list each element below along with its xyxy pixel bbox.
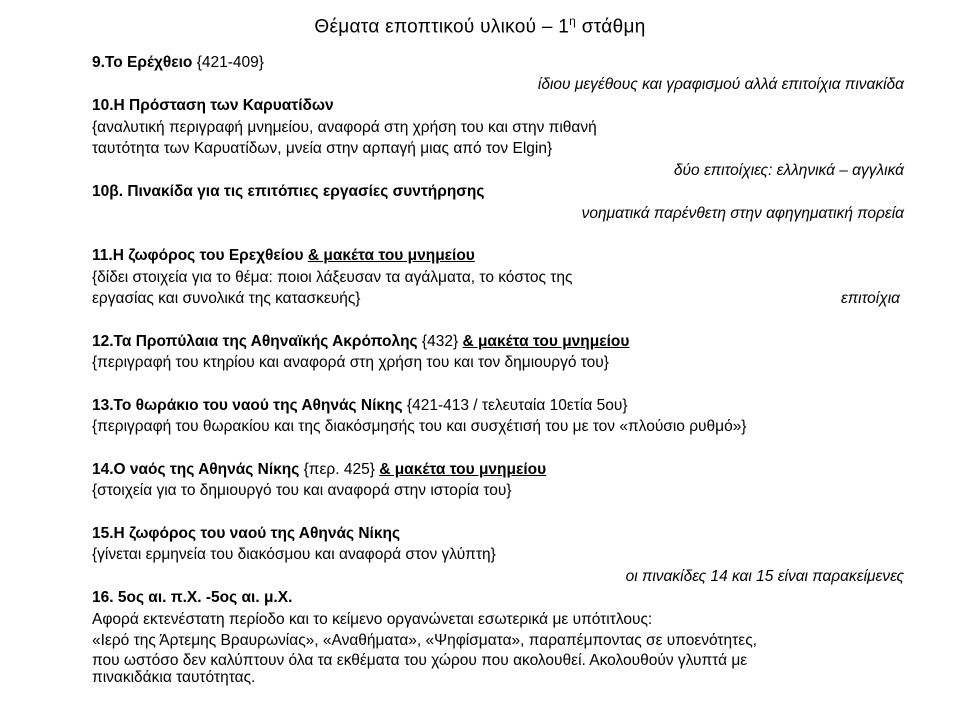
item-9-note: ίδιου μεγέθους και γραφισμού αλλά επιτοίχια πινακίδα bbox=[537, 75, 904, 93]
item-13-desc-line-1: {περιγραφή του θωρακίου και της διακόσμησής του και συσχέτισή του με τον «πλούσιο ρυθμό»} bbox=[92, 418, 747, 435]
spacer bbox=[92, 224, 908, 245]
item-16-desc-line-4: πινακιδάκια ταυτότητας. bbox=[92, 668, 256, 686]
item-12-model-note: & μακέτα του μνημείου bbox=[462, 332, 630, 350]
item-14-model-note: & μακέτα του μνημείου bbox=[379, 460, 547, 478]
item-13-dates: {421-413 / τελευταία 10ετία 5ου} bbox=[406, 396, 628, 414]
item-16-desc-line-2: «Ιερό της Άρτεμης Βραυρωνίας», «Αναθήματα», «Ψηφίσματα», παραπέμποντας σε υποενότητες, bbox=[92, 632, 757, 649]
item-11-desc-line-2: εργασίας και συνολικά της κατασκευής} bbox=[92, 290, 361, 307]
item-15-title: 15.Η ζωφόρος του ναού της Αθηνάς Νίκης bbox=[92, 524, 401, 542]
spacer bbox=[92, 502, 908, 523]
item-13-heading bbox=[92, 395, 908, 417]
item-12-heading bbox=[92, 331, 908, 353]
item-9-heading bbox=[92, 52, 908, 74]
item-10-heading bbox=[92, 95, 908, 117]
item-9-dates: {421-409} bbox=[196, 54, 264, 71]
item-list bbox=[92, 52, 908, 686]
item-10b-heading bbox=[92, 181, 908, 203]
item-10-title: 10.Η Πρόσταση των Καρυατίδων bbox=[92, 97, 334, 114]
item-14-dates: {περ. 425} bbox=[303, 460, 375, 478]
item-15-desc-line-1: {γίνεται ερμηνεία του διακόσμου και αναφορά στον γλύπτη} bbox=[92, 546, 496, 563]
item-12-title: 12.Τα Προπύλαια της Αθηναϊκής Ακρόπολης bbox=[92, 332, 418, 350]
slide-title-suffix: στάθμη bbox=[576, 16, 646, 38]
item-15-note: οι πινακίδες 14 και 15 είναι παρακείμενες bbox=[625, 567, 904, 585]
item-16-heading bbox=[92, 587, 908, 609]
slide-title-superscript: η bbox=[569, 14, 577, 28]
spacer bbox=[92, 374, 908, 395]
item-14-title: 14.Ο ναός της Αθηνάς Νίκης bbox=[92, 460, 300, 478]
item-12-desc-line-1: {περιγραφή του κτηρίου και αναφορά στη χρήση του και τον δημιουργό του} bbox=[92, 354, 609, 371]
item-14-desc-line-1: {στοιχεία για το δημιουργό του και αναφορά στην ιστορία του} bbox=[92, 482, 512, 499]
item-10-note: δύο επιτοίχιες: ελληνικά – αγγλικά bbox=[673, 161, 904, 179]
item-11-desc-line-1: {δίδει στοιχεία για το θέμα: ποιοι λάξευσαν τα αγάλματα, το κόστος της bbox=[92, 268, 573, 286]
item-11-title: 11.Η ζωφόρος του Ερεχθείου bbox=[92, 247, 304, 264]
item-9-title: 9.Το Ερέχθειο bbox=[92, 54, 193, 71]
slide-title bbox=[0, 14, 960, 38]
item-16-title: 16. 5ος αι. π.Χ. -5ος αι. μ.Χ. bbox=[92, 589, 293, 606]
spacer bbox=[92, 438, 908, 459]
item-11-desc-line-2-row bbox=[92, 288, 908, 310]
item-10b-title: 10β. Πινακίδα για τις επιτόπιες εργασίες συντήρησης bbox=[92, 183, 485, 200]
item-11-model-note: & μακέτα του μνημείου bbox=[307, 247, 475, 264]
spacer bbox=[92, 310, 908, 331]
item-15-heading bbox=[92, 523, 908, 545]
slide-title-text: Θέματα εποπτικού υλικού – 1 bbox=[314, 16, 570, 38]
item-10b-note: νοηματικά παρένθετη στην αφηγηματική πορεία bbox=[581, 204, 904, 222]
item-10-desc-line-2: ταυτότητα των Καρυατίδων, μνεία στην αρπαγή μιας από τον Elgin} bbox=[92, 140, 553, 157]
item-14-heading bbox=[92, 459, 908, 481]
item-11-heading bbox=[92, 245, 908, 267]
item-12-dates: {432} bbox=[421, 332, 459, 350]
item-11-note: επιτοίχια bbox=[840, 290, 900, 307]
item-16-desc-line-3: που ωστόσο δεν καλύπτουν όλα τα εκθέματα του χώρου που ακολουθεί. Ακολουθούν γλυπτά με bbox=[92, 651, 748, 669]
item-10-desc-line-1: {αναλυτική περιγραφή μνημείου, αναφορά στη χρήση του και στην πιθανή bbox=[92, 118, 597, 136]
item-13-title: 13.Το θωράκιο του ναού της Αθηνάς Νίκης bbox=[92, 396, 403, 414]
item-16-desc-line-1: Αφορά εκτενέστατη περίοδο και το κείμενο οργανώνεται εσωτερικά με υπότιτλους: bbox=[92, 610, 653, 628]
